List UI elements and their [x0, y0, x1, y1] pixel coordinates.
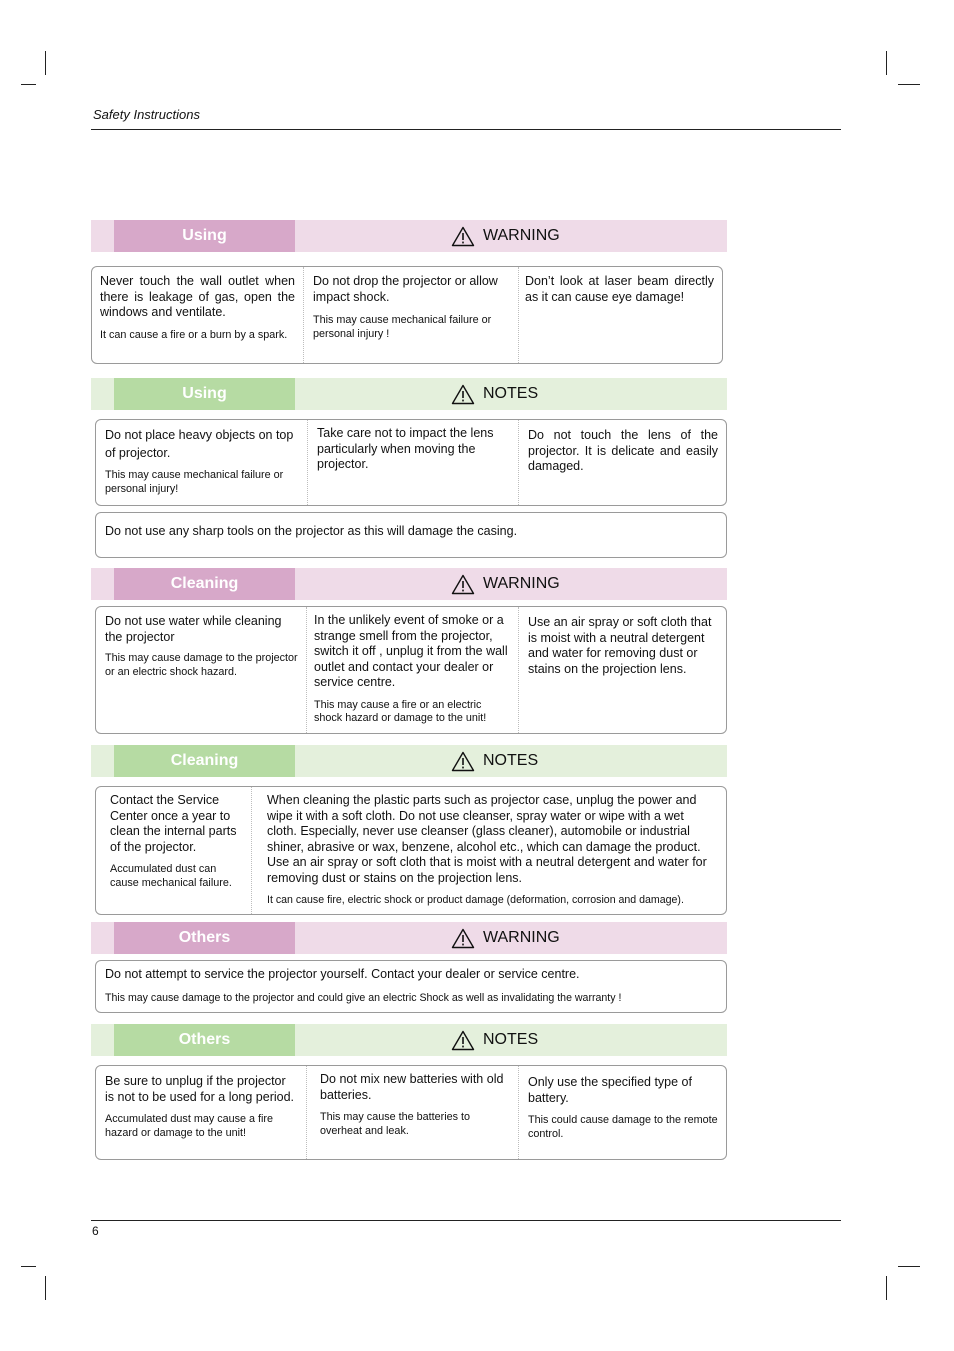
instruction-note: Accumulated dust may cause a fire hazard or damage to the unit!: [105, 1113, 274, 1139]
instruction-cell: [306, 607, 518, 733]
section-label: Using: [114, 220, 295, 252]
page-number: 6: [92, 1224, 99, 1238]
instruction-cell: [96, 420, 307, 505]
section-bar-cleaning-warning: [91, 568, 727, 600]
instruction-cell: [92, 267, 303, 363]
instruction-box: [95, 960, 727, 1013]
section-label: Others: [114, 922, 295, 954]
instruction-cell: [96, 1066, 306, 1159]
instruction-box: [95, 1065, 727, 1160]
instruction-text: Do not drop the projector or allow impact shock.: [313, 274, 498, 304]
section-kind: [451, 568, 560, 600]
instruction-box: [95, 786, 727, 915]
instruction-cell: [303, 267, 518, 363]
instruction-box: [95, 512, 727, 558]
instruction-text: Take care not to impact the lens particularly when moving the projector.: [317, 426, 494, 471]
section-kind: [451, 378, 538, 410]
section-kind-text: WARNING: [483, 929, 560, 946]
instruction-text: In the unlikely event of smoke or a strange smell from the projector, switch it off , unplug it from the wall outlet and contact your dealer or service centre.: [314, 613, 508, 689]
section-kind: [451, 220, 560, 252]
page-header-title: Safety Instructions: [93, 107, 200, 122]
instruction-note: This may cause the batteries to overheat and leak.: [320, 1111, 471, 1137]
warning-triangle-icon: [451, 574, 475, 595]
instruction-note: This could cause damage to the remote control.: [528, 1114, 718, 1140]
section-label: Others: [114, 1024, 295, 1056]
instruction-note: This may cause mechanical failure or personal injury!: [105, 469, 284, 495]
instruction-cell: [306, 1066, 518, 1159]
section-label: Using: [114, 378, 295, 410]
crop-mark: [898, 1266, 920, 1267]
warning-triangle-icon: [451, 226, 475, 247]
instruction-text: Be sure to unplug if the projector is not to be used for a long period.: [105, 1074, 295, 1104]
section-bar-using-notes: [91, 378, 727, 410]
instruction-box: [91, 266, 723, 364]
crop-mark: [45, 1276, 46, 1300]
section-label: Cleaning: [114, 745, 295, 777]
instruction-text: Contact the Service Center once a year to clean the internal parts of the projector.: [110, 793, 237, 854]
instruction-cell: [251, 787, 726, 914]
instruction-text: When cleaning the plastic parts such as projector case, unplug the power and wipe it with a soft cloth. Do not use cleanser, spray water or wipe with a wet cloth. Especially, never use cleanser (glass cleaner), automobile or industrial shiner, abrasive or wax, benzene, alcohol etc., which can damage the product. Use an air spray or soft cloth that is moist with a neutral detergent and water for removing dust or stains on the projection lens.: [267, 793, 707, 885]
instruction-note: It can cause fire, electric shock or product damage (deformation, corrosion and damage).: [267, 894, 684, 906]
instruction-text: Do not touch the lens of the projector. It is delicate and easily damaged.: [528, 428, 718, 473]
instruction-note: Accumulated dust can cause mechanical failure.: [110, 863, 232, 889]
instruction-note: This may cause damage to the projector and could give an electric Shock as well as invalidating the warranty !: [105, 991, 622, 1004]
warning-triangle-icon: [451, 928, 475, 949]
instruction-cell: [96, 787, 251, 914]
warning-triangle-icon: [451, 384, 475, 405]
footer-rule: [91, 1220, 841, 1221]
section-bar-others-warning: [91, 922, 727, 954]
section-kind: [451, 1024, 538, 1056]
crop-mark: [21, 1266, 36, 1267]
instruction-note: It can cause a fire or a burn by a spark.: [100, 328, 288, 341]
instruction-box: [95, 419, 727, 506]
warning-triangle-icon: [451, 751, 475, 772]
section-kind-text: WARNING: [483, 575, 560, 592]
section-kind-text: NOTES: [483, 385, 539, 402]
crop-mark: [886, 51, 887, 75]
section-kind-text: WARNING: [483, 227, 560, 244]
section-kind: [451, 922, 560, 954]
section-bar-using-warning: [91, 220, 727, 252]
instruction-text: Do not place heavy objects on top of projector.: [105, 428, 294, 460]
instruction-cell: [96, 607, 306, 733]
instruction-cell: [307, 420, 518, 505]
warning-triangle-icon: [451, 1030, 475, 1051]
section-kind-text: NOTES: [483, 1031, 539, 1048]
instruction-cell: [518, 607, 726, 733]
instruction-text: Do not mix new batteries with old batteries.: [320, 1072, 504, 1102]
instruction-cell: [518, 1066, 726, 1159]
instruction-text: Only use the specified type of battery.: [528, 1075, 692, 1105]
section-bar-cleaning-notes: [91, 745, 727, 777]
crop-mark: [886, 1276, 887, 1300]
instruction-note: This may cause damage to the projector or an electric shock hazard.: [105, 652, 298, 678]
section-label: Cleaning: [114, 568, 295, 600]
instruction-text: Never touch the wall outlet when there is leakage of gas, open the windows and ventilate.: [100, 274, 295, 319]
instruction-cell: [518, 267, 722, 363]
instruction-box: [95, 606, 727, 734]
instruction-cell: [518, 420, 726, 505]
instruction-text: Don’t look at laser beam directly as it can cause eye damage!: [525, 274, 714, 304]
section-kind: [451, 745, 538, 777]
instruction-text: Use an air spray or soft cloth that is moist with a neutral detergent and water for removing dust or stains on the projection lens.: [528, 615, 712, 676]
instruction-text: Do not use any sharp tools on the projector as this will damage the casing.: [105, 524, 518, 538]
instruction-note: This may cause mechanical failure or personal injury !: [313, 314, 492, 340]
crop-mark: [21, 84, 36, 85]
section-kind-text: NOTES: [483, 752, 539, 769]
crop-mark: [45, 51, 46, 75]
section-bar-others-notes: [91, 1024, 727, 1056]
crop-mark: [898, 84, 920, 85]
header-rule: [91, 129, 841, 130]
instruction-text: Do not attempt to service the projector yourself. Contact your dealer or service centre.: [105, 967, 580, 981]
instruction-note: This may cause a fire or an electric shock hazard or damage to the unit!: [314, 698, 487, 724]
instruction-text: Do not use water while cleaning the projector: [105, 614, 282, 644]
